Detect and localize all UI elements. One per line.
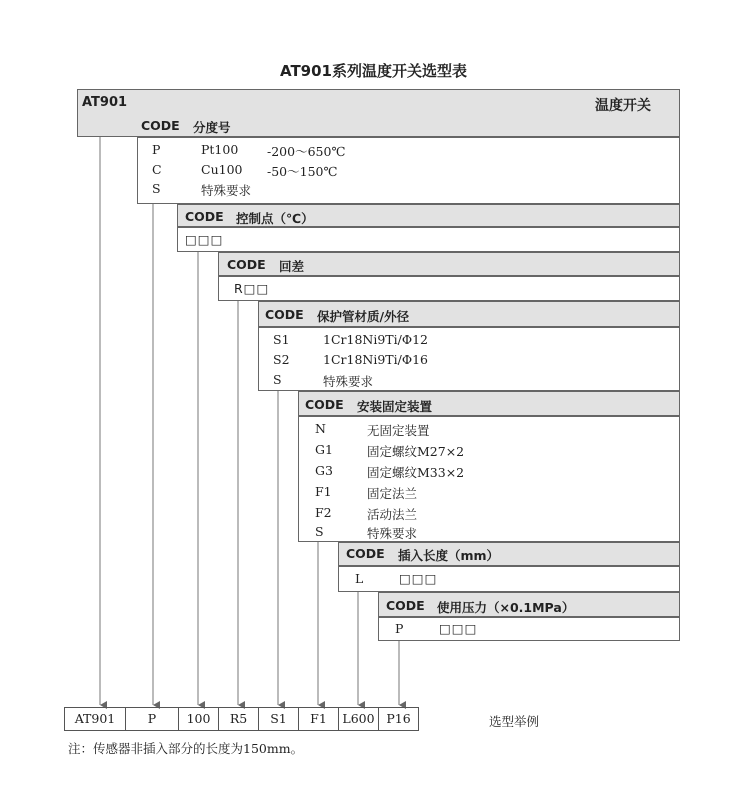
section-body-graduation (137, 137, 680, 204)
footnote: 注：传感器非插入部分的长度为150mm。 (68, 741, 304, 756)
section-title: 安装固定装置 (357, 399, 433, 414)
code-label: CODE (305, 397, 344, 412)
example-cell-pressure: P16 (378, 707, 419, 731)
option-desc: 特殊要求 (367, 526, 418, 541)
section-title: 保护管材质/外径 (317, 309, 410, 324)
placeholder-digits: R□□ (234, 281, 270, 296)
section-body-insertion-length (338, 566, 680, 592)
section-title: 分度号 (193, 120, 231, 135)
section-body-hysteresis (218, 276, 680, 301)
option-desc: 特殊要求 (201, 183, 252, 198)
section-body-mounting (298, 416, 680, 542)
section-header-insertion-length (338, 542, 680, 566)
option-code: C (152, 162, 162, 177)
code-label: CODE (185, 209, 224, 224)
option-code: S (273, 372, 282, 387)
section-title: 插入长度（mm） (398, 548, 500, 563)
placeholder-digits: □□□ (399, 571, 438, 586)
code-label: CODE (265, 307, 304, 322)
section-header-pressure (378, 592, 680, 617)
page-title: AT901系列温度开关选型表 (280, 62, 467, 80)
option-code: F1 (315, 484, 332, 499)
section-title: 使用压力（×0.1MPa） (437, 600, 575, 615)
option-desc: 固定螺纹M27×2 (367, 444, 465, 459)
section-header-control-point (177, 204, 680, 227)
code-label: CODE (386, 598, 425, 613)
section-header-protection-tube (258, 301, 680, 327)
option-code: P (152, 142, 161, 157)
example-cell-graduation: P (125, 707, 179, 731)
option-desc: 1Cr18Ni9Ti/Φ12 (323, 332, 428, 347)
section-body-protection-tube (258, 327, 680, 391)
option-desc: 固定法兰 (367, 486, 418, 501)
code-label: CODE (141, 118, 180, 133)
section-title: 控制点（℃） (236, 211, 314, 226)
option-range: -50～150℃ (267, 164, 338, 179)
option-code: F2 (315, 505, 332, 520)
option-code: G1 (315, 442, 333, 457)
section-body-control-point (177, 227, 680, 252)
option-desc: 特殊要求 (323, 374, 374, 389)
option-code: P (395, 621, 404, 636)
option-desc: 无固定装置 (367, 423, 430, 438)
section-header-mounting (298, 391, 680, 416)
option-desc: Cu100 (201, 162, 243, 177)
model-code: AT901 (82, 95, 128, 110)
option-code: S2 (273, 352, 290, 367)
example-cell-mounting: F1 (298, 707, 339, 731)
example-cell-hysteresis: R5 (218, 707, 259, 731)
example-label: 选型举例 (489, 714, 540, 729)
code-label: CODE (227, 257, 266, 272)
option-code: S (315, 524, 324, 539)
example-cell-control-point: 100 (178, 707, 219, 731)
example-cell-length: L600 (338, 707, 379, 731)
option-code: N (315, 421, 326, 436)
option-desc: 1Cr18Ni9Ti/Φ16 (323, 352, 428, 367)
example-cell-tube: S1 (258, 707, 299, 731)
section-header-graduation (137, 114, 680, 137)
option-desc: 固定螺纹M33×2 (367, 465, 465, 480)
section-header-hysteresis (218, 252, 680, 276)
option-code: S1 (273, 332, 290, 347)
option-code: G3 (315, 463, 333, 478)
option-code: S (152, 181, 161, 196)
option-desc: Pt100 (201, 142, 239, 157)
example-cell-model: AT901 (64, 707, 126, 731)
option-desc: 活动法兰 (367, 507, 418, 522)
section-title: 回差 (279, 259, 305, 274)
section-body-pressure (378, 617, 680, 641)
placeholder-digits: □□□ (439, 621, 478, 636)
option-range: -200～650℃ (267, 144, 346, 159)
code-label: CODE (346, 546, 385, 561)
option-code: L (355, 571, 364, 586)
product-name: 温度开关 (595, 98, 651, 114)
placeholder-digits: □□□ (185, 232, 224, 247)
